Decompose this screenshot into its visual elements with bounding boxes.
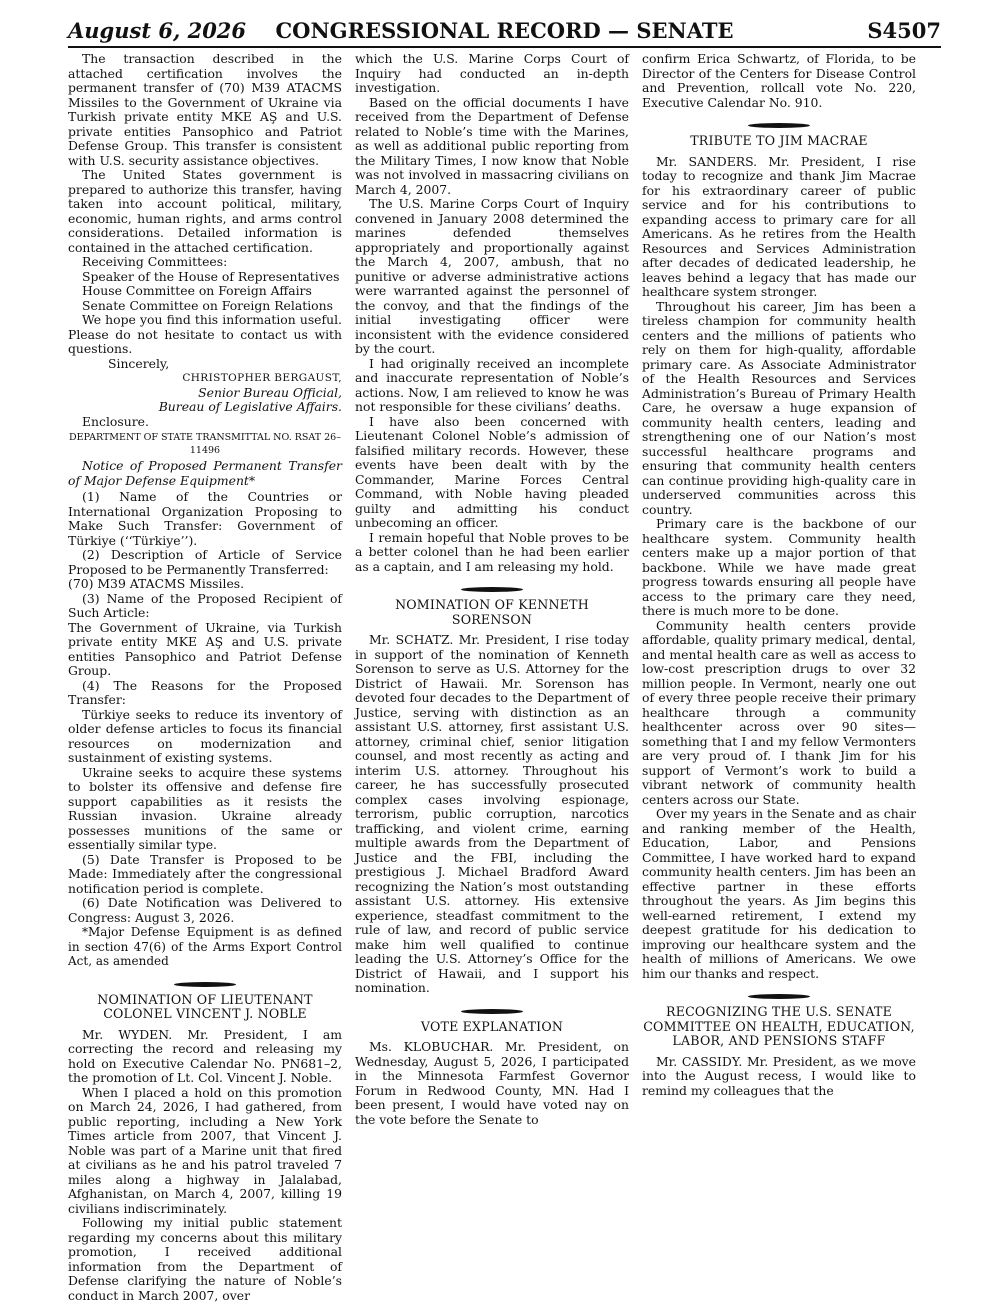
header-title: CONGRESSIONAL RECORD — SENATE xyxy=(275,18,734,43)
list-item: (6) Date Notification was Delivered to Congress: August 3, 2026. xyxy=(68,895,342,925)
column-3 xyxy=(642,52,916,1192)
section-heading: RECOGNIZING THE U.S. SENATE COMMITTEE ON HEALTH, EDUCATION, LABOR, AND PENSIONS STAFF xyxy=(643,1004,915,1048)
committee-item: House Committee on Foreign Affairs xyxy=(82,283,312,298)
column-1 xyxy=(68,51,342,1303)
header-rule xyxy=(68,46,941,48)
paragraph: The U.S. Marine Corps Court of Inquiry convened in January 2008 determined the marines defended themselves appropriately and proportionally against the March 4, 2007, ambush, that no punitive or adverse administrative actions were warranted against the personnel of the convoy, and that the findings of the initial investigating officer were inconsistent with the evidence considered by the court. xyxy=(355,196,629,356)
paragraph: Mr. CASSIDY. Mr. President, as we move into the August recess, I would like to remind my colleagues that the xyxy=(642,1053,916,1098)
paragraph: confirm Erica Schwartz, of Florida, to be Director of the Centers for Disease Control and Prevention, rollcall vote No. 220, Executive Calendar No. 910. xyxy=(642,51,916,110)
list-item-detail: The Government of Ukraine, via Turkish private entity MKE AŞ and U.S. private entities Pansophico and Patriot Defense Group. xyxy=(68,619,342,678)
paragraph: Mr. SANDERS. Mr. President, I rise today to recognize and thank Jim Macrae for his extraordinary career of public service and for his contributions to expanding access to primary care for all Americans. As he retires from the Health Resources and Services Administration after decades of dedicated leadership, he leaves behind a legacy that has made our healthcare system stronger. xyxy=(642,153,916,299)
signer-title: Senior Bureau Official, xyxy=(198,384,342,400)
enclosure-note: Enclosure. xyxy=(82,413,149,429)
paragraph: Ms. KLOBUCHAR. Mr. President, on Wednesday, August 5, 2026, I participated in the Minnesota Farmfest Governor Forum in Redwood County, MN. Had I been present, I would have voted nay on the vote before the Senate to xyxy=(355,1039,629,1127)
receiving-committees-label: Receiving Committees: xyxy=(82,254,228,269)
section-ornament xyxy=(461,1009,523,1014)
list-item: (3) Name of the Proposed Recipient of Such Article: xyxy=(68,590,342,620)
paragraph: Over my years in the Senate and as chair and ranking member of the Health, Education, Labor, and Pensions Committee, I have worked hard to expand community health centers. Jim has been an effective partner in these efforts throughout the years. As Jim begins this well-earned retirement, I extend my deepest gratitude for his dedication to improving our healthcare system and the health of millions of Americans. We owe him our thanks and respect. xyxy=(642,806,916,981)
column-2 xyxy=(355,52,629,1192)
notice-title: Notice of Proposed Permanent Transfer of Major Defense Equipment* xyxy=(68,458,342,488)
paragraph: Throughout his career, Jim has been a tireless champion for community health centers and the millions of patients who rely on them for high-quality, affordable primary care. As Associate Administrator of the Health Resources and Services Administration’s Bureau of Primary Health Care, he oversaw a huge expansion of community health centers, leading and strengthening one of our Nation’s most successful healthcare programs and ensuring that community health centers can continue providing high-quality care in underserved communities across this country. xyxy=(642,298,916,517)
paragraph: I remain hopeful that Noble proves to be a better colonel than he had been earlier as a captain, and I am releasing my hold. xyxy=(355,529,629,574)
paragraph: We hope you find this information useful. Please do not hesitate to contact us with questions. xyxy=(68,312,342,356)
transmittal-number: DEPARTMENT OF STATE TRANSMITTAL NO. RSAT 26–11496 xyxy=(69,432,341,456)
list-item-detail: (70) M39 ATACMS Missiles. xyxy=(68,576,245,591)
list-item: (1) Name of the Countries or International Organization Proposing to Make Such Transfer: Government of Türkiye (‘‘Türkiye’’). xyxy=(68,489,342,548)
paragraph: I have also been concerned with Lieutenant Colonel Noble’s admission of falsified military records. However, these events have been dealt with by the Commander, Marine Forces Central Command, with Noble having pleaded guilty and admitting his conduct unbecoming an officer. xyxy=(355,413,629,530)
closing: Sincerely, xyxy=(108,355,170,371)
paragraph: I had originally received an incomplete and inaccurate representation of Noble’s actions. Now, I am relieved to know he was not responsible for these civilians’ deaths. xyxy=(355,355,629,414)
committee-item: Senate Committee on Foreign Relations xyxy=(82,297,333,313)
list-item-detail: Türkiye seeks to reduce its inventory of older defense articles to focus its financial resources on modernization and sustainment of existing systems. xyxy=(68,706,342,765)
signer-name: CHRISTOPHER BERGAUST, xyxy=(182,372,342,384)
paragraph: which the U.S. Marine Corps Court of Inquiry had conducted an in-depth investigation. xyxy=(355,51,629,95)
paragraph: Based on the official documents I have received from the Department of Defense related to Noble’s time with the Marines, as well as additional public reporting from the Military Times, I now know that Noble was not involved in massacring civilians on March 4, 2007. xyxy=(355,94,629,197)
header-page-number: S4507 xyxy=(867,18,941,43)
paragraph: Mr. WYDEN. Mr. President, I am correcting the record and releasing my hold on Executive Calendar No. PN681–2, the promotion of Lt. Col. Vincent J. Noble. xyxy=(68,1026,342,1085)
section-ornament xyxy=(748,994,810,999)
section-ornament xyxy=(174,982,236,987)
section-ornament xyxy=(461,587,523,592)
list-item-detail: Ukraine seeks to acquire these systems to bolster its offensive and defense fire support capabilities as it resists the Russian invasion. Ukraine already possesses munitions of the same or essentially similar type. xyxy=(68,764,342,852)
header-date: August 6, 2026 xyxy=(68,18,247,43)
list-item: (4) The Reasons for the Proposed Transfer: xyxy=(68,677,342,707)
section-heading: NOMINATION OF KENNETH SORENSON xyxy=(395,597,589,627)
paragraph: Primary care is the backbone of our healthcare system. Community health centers make up a major portion of that backbone. While we have made great progress towards ensuring all people have access to the primary care they need, there is much more to be done. xyxy=(642,516,916,618)
paragraph: The transaction described in the attached certification involves the permanent transfer of (70) M39 ATACMS Missiles to the Government of Ukraine via Turkish private entity MKE AŞ and U.S. private entities Pansophico and Patriot Defense Group. This transfer is consistent with U.S. security assistance objectives. xyxy=(68,51,342,168)
paragraph: The United States government is prepared to authorize this transfer, having taken into account political, military, economic, human rights, and arms control considerations. Detailed information is contained in the attached certification. xyxy=(68,167,342,255)
committee-item: Speaker of the House of Representatives xyxy=(82,268,340,284)
paragraph: When I placed a hold on this promotion on March 24, 2026, I had gathered, from public reporting, including a New York Times article from 2007, that Vincent J. Noble was part of a Marine unit that fired at civilians as he and his patrol traveled 7 miles along a highway in Jalalabad, Afghanistan, on March 4, 2007, killing 19 civilians indiscriminately. xyxy=(68,1084,342,1216)
signer-bureau: Bureau of Legislative Affairs. xyxy=(158,399,342,414)
paragraph: Following my initial public statement regarding my concerns about this military promotion, I received additional information from the Department of Defense clarifying the nature of Noble’s conduct in March 2007, over xyxy=(68,1215,342,1303)
list-item: (5) Date Transfer is Proposed to be Made: Immediately after the congressional notification period is complete. xyxy=(68,851,342,896)
section-heading: NOMINATION OF LIEUTENANT COLONEL VINCENT J. NOBLE xyxy=(97,991,313,1021)
paragraph: Mr. SCHATZ. Mr. President, I rise today in support of the nomination of Kenneth Sorenson to serve as U.S. Attorney for the District of Hawaii. Mr. Sorenson has devoted four decades to the Department of Justice, serving with distinction as an assistant U.S. attorney, first assistant U.S. attorney, criminal chief, senior litigation counsel, and most recently as acting and interim U.S. attorney. Throughout his career, he has successfully prosecuted complex cases involving espionage, terrorism, public corruption, narcotics trafficking, and violent crime, earning multiple awards from the Department of Justice and the FBI, including the prestigious J. Michael Bradford Award recognizing the Nation’s most outstanding assistant U.S. attorney. His extensive experience, steadfast commitment to the rule of law, and record of public service make him well qualified to continue leading the U.S. Attorney’s Office for the District of Hawaii, and I support his nomination. xyxy=(355,632,629,995)
section-heading: TRIBUTE TO JIM MACRAE xyxy=(690,133,868,148)
list-item: (2) Description of Article of Service Proposed to be Permanently Transferred: xyxy=(68,547,342,577)
section-ornament xyxy=(748,123,810,128)
page-header xyxy=(68,18,941,44)
section-heading: VOTE EXPLANATION xyxy=(420,1018,564,1034)
paragraph: Community health centers provide affordable, quality primary medical, dental, and mental health care as well as access to low-cost prescription drugs to over 32 million people. In Vermont, nearly one out of every three people receive their primary healthcare through a community healthcenter across over 90 sites—something that I and my fellow Vermonters are very proud of. I thank Jim for his support of Vermont’s work to build a vibrant network of community health centers across our State. xyxy=(642,617,916,807)
footnote: *Major Defense Equipment is as defined in section 47(6) of the Arms Export Control Act, as amended xyxy=(68,925,342,968)
